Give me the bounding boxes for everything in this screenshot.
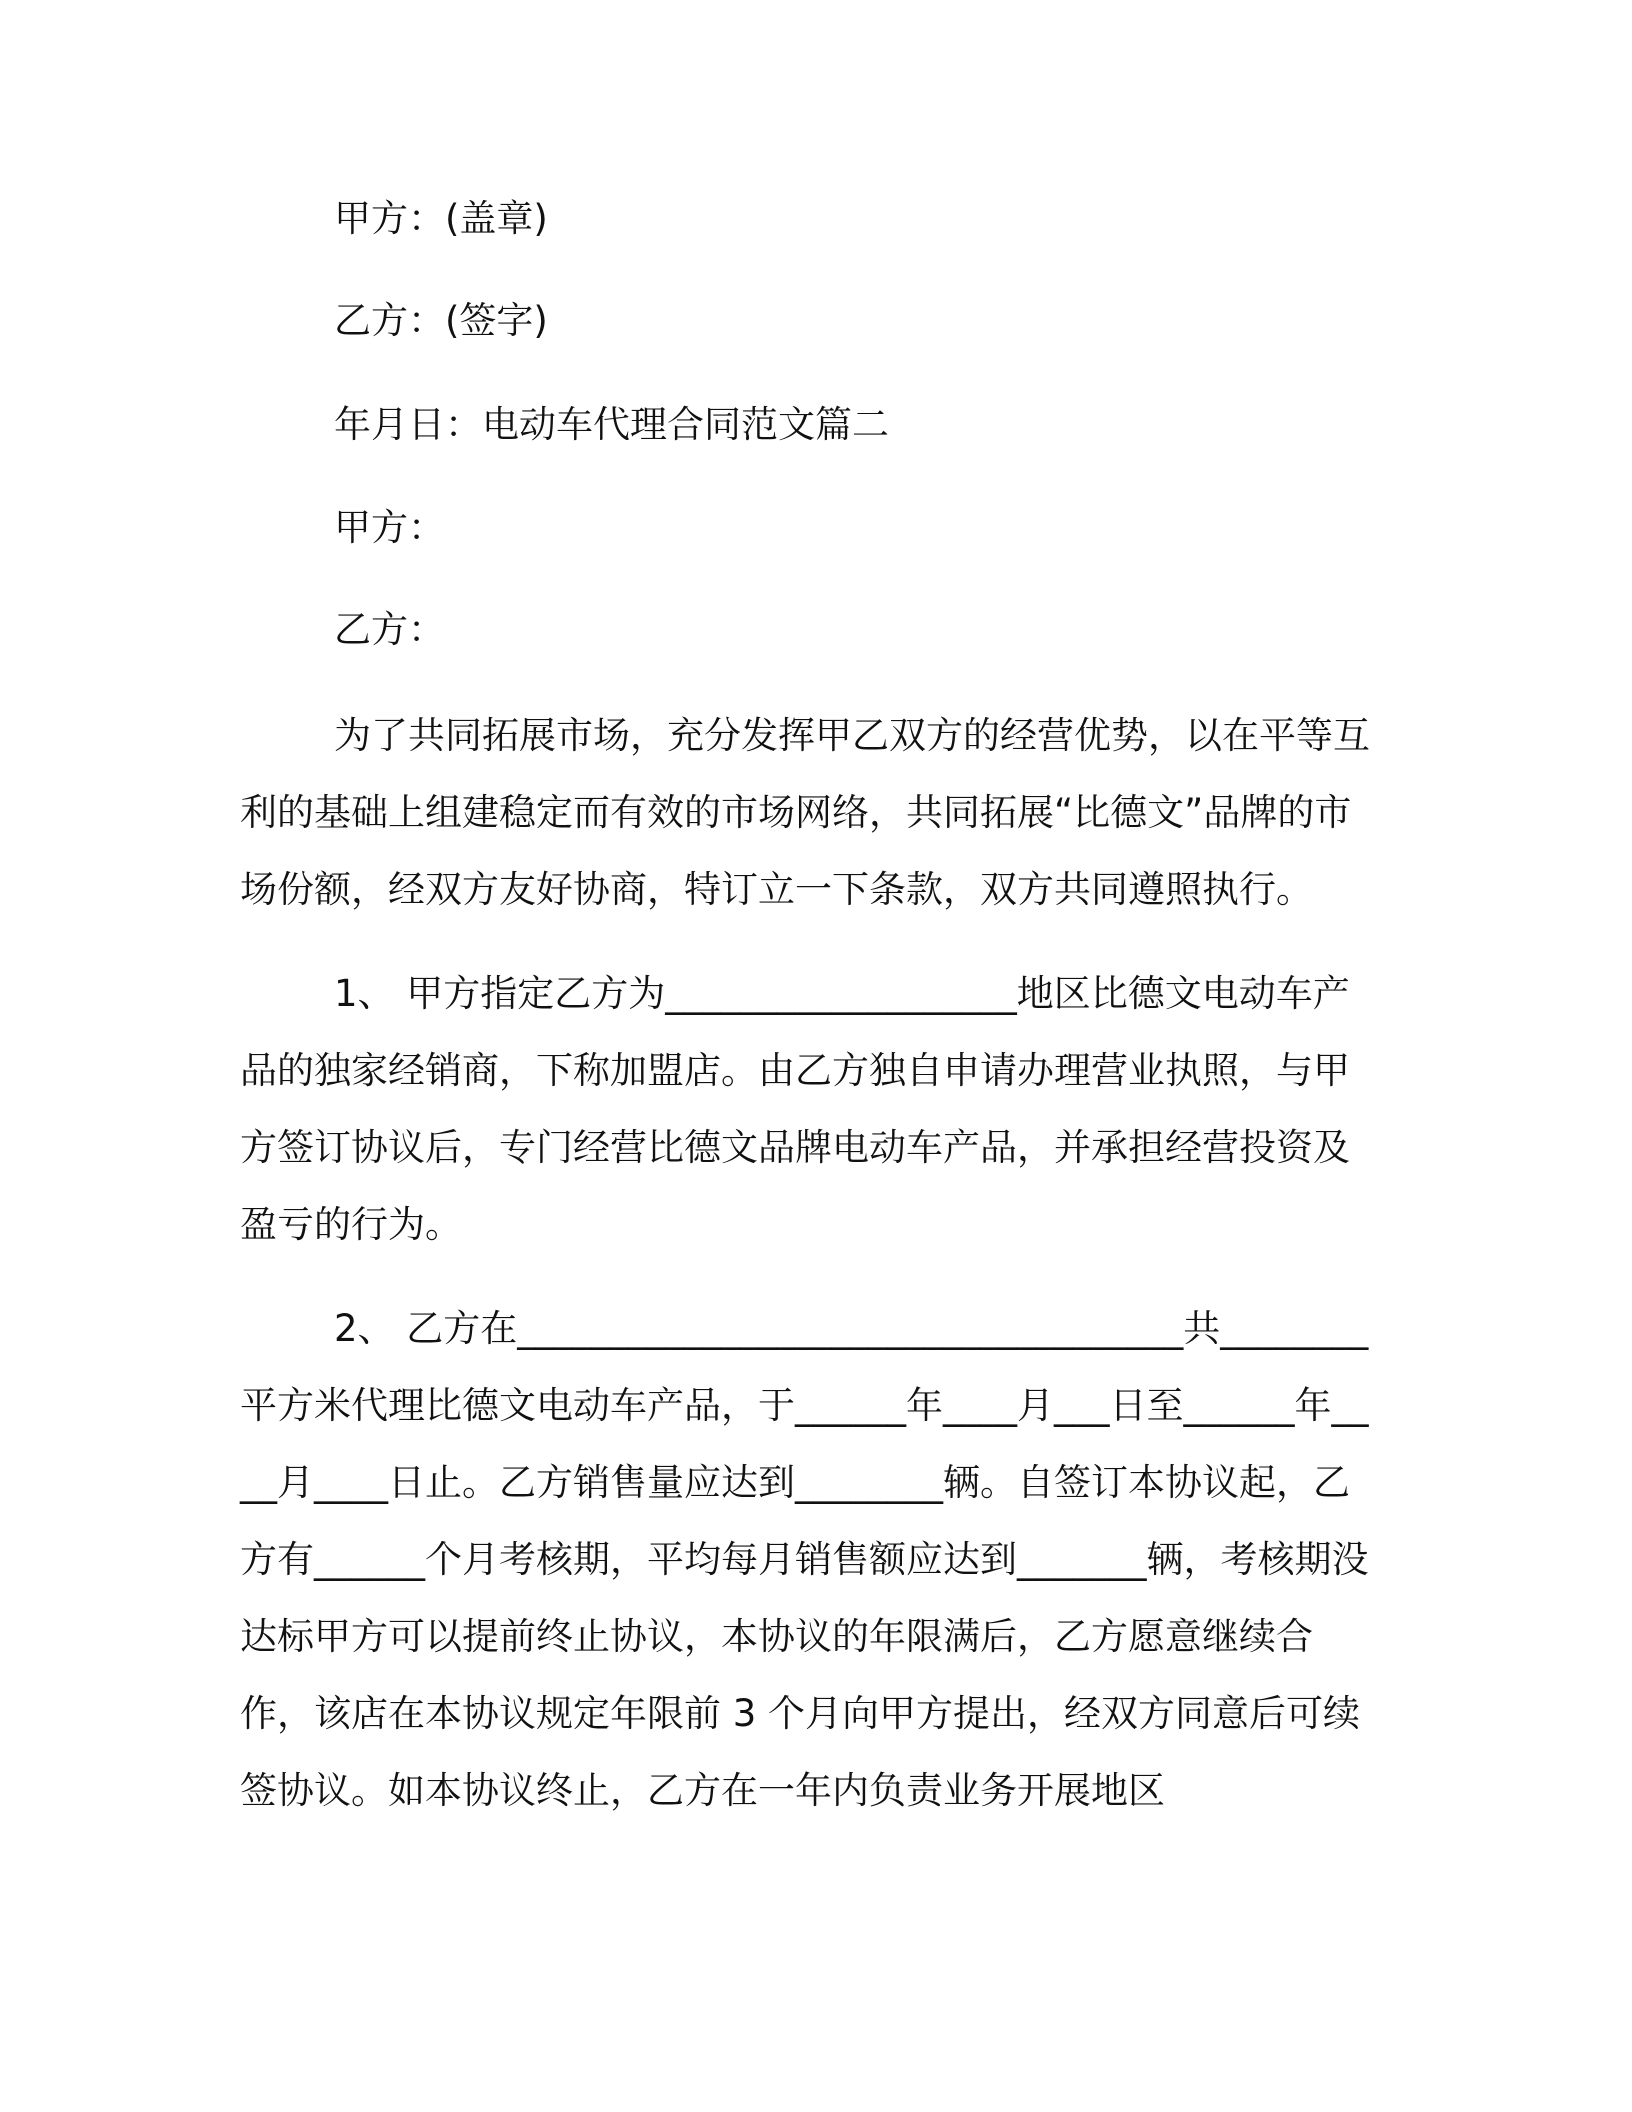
party-a-seal-line: 甲方：(盖章) <box>334 197 548 240</box>
date-and-title-line: 年月日：电动车代理合同范文篇二 <box>334 403 889 446</box>
intro-paragraph: 为了共同拓展市场，充分发挥甲乙双方的经营优势，以在平等互利的基础上组建稳定而有效的市场网络，共同拓展“比德文”品牌的市场份额，经双方友好协商，特订立一下条款，双方共同遵照执行。 <box>240 714 1370 911</box>
party-b-line: 乙方： <box>334 608 445 651</box>
party-a-line: 甲方： <box>334 506 445 549</box>
party-b-sign-line: 乙方：(签字) <box>334 299 548 342</box>
clause-2-paragraph: 2、 乙方在____________________________________共________平方米代理比德文电动车产品，于______年____月___日至______年____月____日止。乙方销售量应达到________辆。自签订本协议起，乙方有______个月考核期，平均每月销售额应达到_______辆，考核期没达标甲方可以提前终止协议，本协议的年限满后，乙方愿意继续合作，该店在本协议规定年限前 3 个月向甲方提出，经双方同意后可续签协议。如本协议终止，乙方在一年内负责业务开展地区 <box>240 1307 1369 1812</box>
clause-1-paragraph: 1、 甲方指定乙方为___________________地区比德文电动车产品的独家经销商，下称加盟店。由乙方独自申请办理营业执照，与甲方签订协议后，专门经营比德文品牌电动车产品，并承担经营投资及盈亏的行为。 <box>240 972 1350 1246</box>
